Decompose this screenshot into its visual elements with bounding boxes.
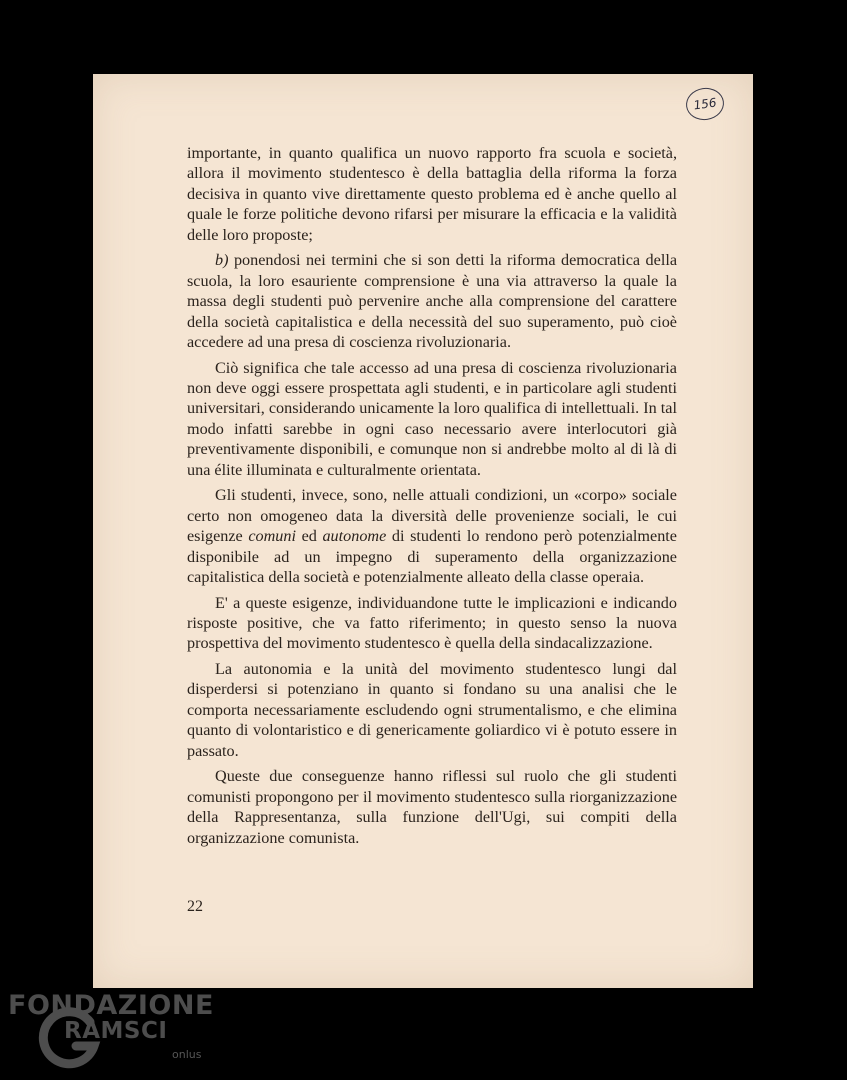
- text-segment: di studenti lo rendono però potenzialmente disponibile ad un impegno di superamento della organizzazione capitalistica della società e potenzialmente alleato della classe operaia.: [187, 527, 677, 587]
- paragraph-p3: [187, 358, 677, 481]
- page-number: 22: [187, 898, 203, 915]
- paragraph-p7: [187, 766, 677, 848]
- logo-line-1: FONDAZIONE: [8, 990, 214, 1021]
- text-segment: Gli studenti, invece, sono, nelle attuali condizioni, un «corpo» sociale certo non omogeneo data la diversità delle provenienze sociali, le cui esigenze: [187, 486, 677, 546]
- logo-line-2: RAMSCI: [64, 1018, 168, 1044]
- paragraph-p1: [187, 143, 677, 245]
- paragraph-p2: [187, 250, 677, 352]
- text-segment: comuni: [248, 527, 296, 546]
- text-segment: b): [215, 251, 229, 270]
- text-segment: ed: [295, 527, 323, 546]
- text-segment: autonome: [322, 527, 387, 546]
- text-segment: Queste due conseguenze hanno riflessi sul ruolo che gli studenti comunisti propongono per il movimento studentesco sulla riorganizzazione della Rappresentanza, sulla funzione dell'Ugi, sui compiti della organizzazione comunista.: [187, 767, 677, 847]
- logo-line-3: onlus: [172, 1048, 202, 1061]
- text-segment: importante, in quanto qualifica un nuovo rapporto fra scuola e società, allora il movimento studentesco è della battaglia della riforma la forza decisiva in quanto vive direttamente questo problema ed è anche quello al quale le forze politiche devono rifarsi per misurare la efficacia e la validità delle loro proposte;: [187, 144, 677, 244]
- paragraph-p4: [187, 485, 677, 587]
- text-segment: ponendosi nei termini che si son detti la riforma democratica della scuola, la loro esauriente comprensione è una via attraverso la quale la massa degli studenti può pervenire anche alla comprensione del carattere della società capitalistica e della necessità del suo superamento, può cioè accedere ad una presa di coscienza rivoluzionaria.: [187, 251, 677, 352]
- fondazione-gramsci-logo: [8, 988, 214, 1078]
- text-segment: La autonomia e la unità del movimento studentesco lungi dal disperdersi si potenziano in quanto si fondano su una analisi che le comporta necessariamente escludendo ogni strumentalismo, e che elimina quanto di volontaristico e di genericamente goliardico vi è potuto essere in passato.: [187, 659, 677, 760]
- archive-stamp-number: 156: [684, 86, 726, 123]
- text-segment: Ciò significa che tale accesso ad una presa di coscienza rivoluzionaria non deve oggi essere prospettata agli studenti, e in particolare agli studenti universitari, considerando unicamente la loro qualifica di intellettuali. In tal modo infatti sarebbe in ogni caso necessario avere interlocutori già preventivamente disponibili, e comunque non si andrebbe molto al di là di una élite illuminata e culturalmente orientata.: [187, 358, 677, 479]
- body-text: [187, 143, 677, 848]
- paragraph-p5: [187, 593, 677, 654]
- text-segment: E' a queste esigenze, individuandone tutte le implicazioni e indicando risposte positive, che va fatto riferimento; in questo senso la nuova prospettiva del movimento studentesco è quella della sindacalizzazione.: [187, 593, 677, 653]
- paragraph-p6: [187, 659, 677, 761]
